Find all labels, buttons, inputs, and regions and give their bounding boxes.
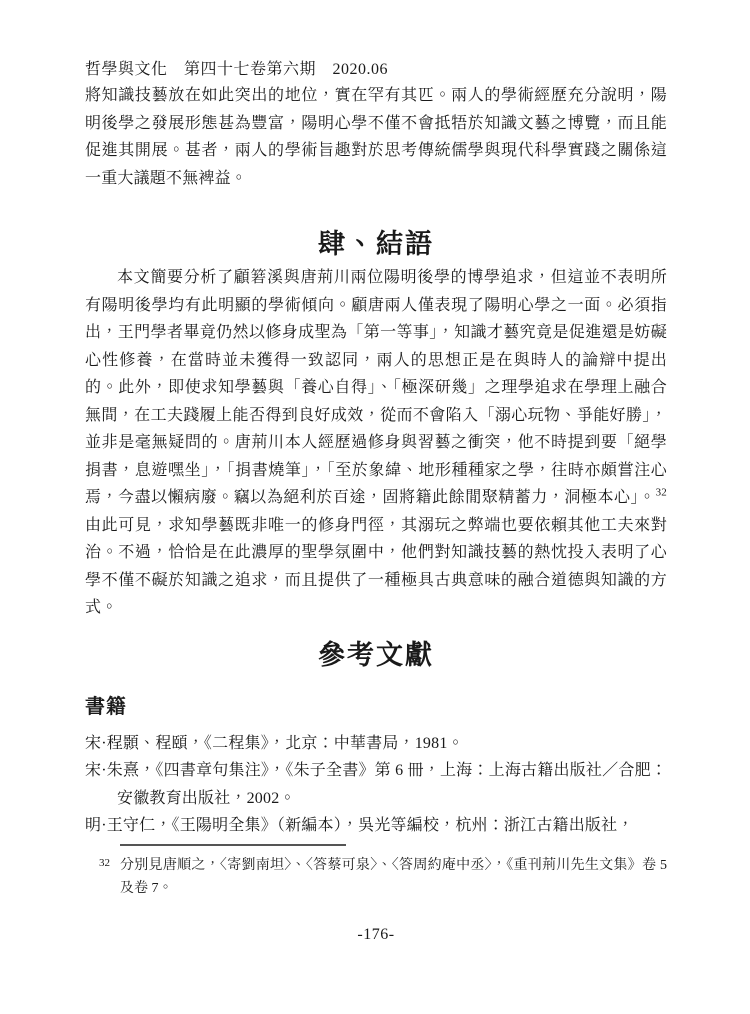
- conclusion-paragraph: [85, 264, 667, 622]
- reference-item: 宋·程顥、程頤，《二程集》，北京：中華書局，1981。: [85, 734, 464, 752]
- conclusion-text-after-note: 由此可見，求知學藝既非唯一的修身門徑，其溺玩之弊端也要依賴其他工夫來對治。不過，恰恰是在此濃厚的聖學氛圍中，他們對知識技藝的熱忱投入表明了心學不僅不礙於知識之追求，而且提供了一種極具古典意味的融合道德與知識的方式。: [85, 516, 667, 616]
- conclusion-section-heading: 肆、結語: [318, 229, 434, 259]
- page-number: -176-: [357, 925, 395, 943]
- reference-list: [85, 730, 667, 840]
- footnote-text: 分別見唐順之，〈寄劉南坦〉、〈答蔡可泉〉、〈答周約庵中丞〉，《重刊荊川先生文集》卷 5 及卷 7。: [120, 857, 667, 896]
- references-subheading-books: 書籍: [85, 695, 127, 718]
- reference-item: 宋·朱熹，《四書章句集注》，《朱子全書》第 6 冊，上海：上海古籍出版社／合肥：安徽教育出版社，2002。: [85, 762, 667, 807]
- journal-header: 哲學與文化 第四十七卷第六期 2020.06: [85, 61, 389, 78]
- reference-item: 明·王守仁，《王陽明全集》（新編本），吳光等編校，杭州：浙江古籍出版社，: [85, 817, 634, 834]
- conclusion-text-before-note: 本文簡要分析了顧箬溪與唐荊川兩位陽明後學的博學追求，但這並不表明所有陽明後學均有此明顯的學術傾向。顧唐兩人僅表現了陽明心學之一面。必須指出，王門學者畢竟仍然以修身成聖為「第一等事」，知識才藝究竟是促進還是妨礙心性修養，在當時並未獲得一致認同，兩人的思想正是在與時人的論辯中提出的。此外，即使求知學藝與「養心自得」、「極深研幾」之理學追求在學理上融合無間，在工夫踐履上能否得到良好成效，從而不會陷入「溺心玩物、爭能好勝」，並非是毫無疑問的。唐荊川本人經歷過修身與習藝之衝突，他不時提到要「絕學捐書，息遊嘿坐」，「捐書燒筆」，「至於象緯、地形種種家之學，往時亦頗嘗注心焉，今盡以懶病廢。竊以為絕利於百途，固將籍此餘閒聚精蓄力，洞極本心」。: [85, 269, 667, 506]
- references-heading: 參考文獻: [318, 639, 434, 670]
- footnote-marker-32: 32: [655, 486, 667, 499]
- footnote-32: [85, 854, 667, 900]
- footnote-separator: [120, 844, 346, 846]
- paragraph-continued: 將知識技藝放在如此突出的地位，實在罕有其匹。兩人的學術經歷充分說明，陽明後學之發展形態甚為豐富，陽明心學不僅不會抵牾於知識文藝之博覽，而且能促進其開展。甚者，兩人的學術旨趣對於思考傳統儒學與現代科學實踐之關係這一重大議題不無裨益。: [85, 87, 667, 187]
- footnote-number: 32: [99, 856, 110, 869]
